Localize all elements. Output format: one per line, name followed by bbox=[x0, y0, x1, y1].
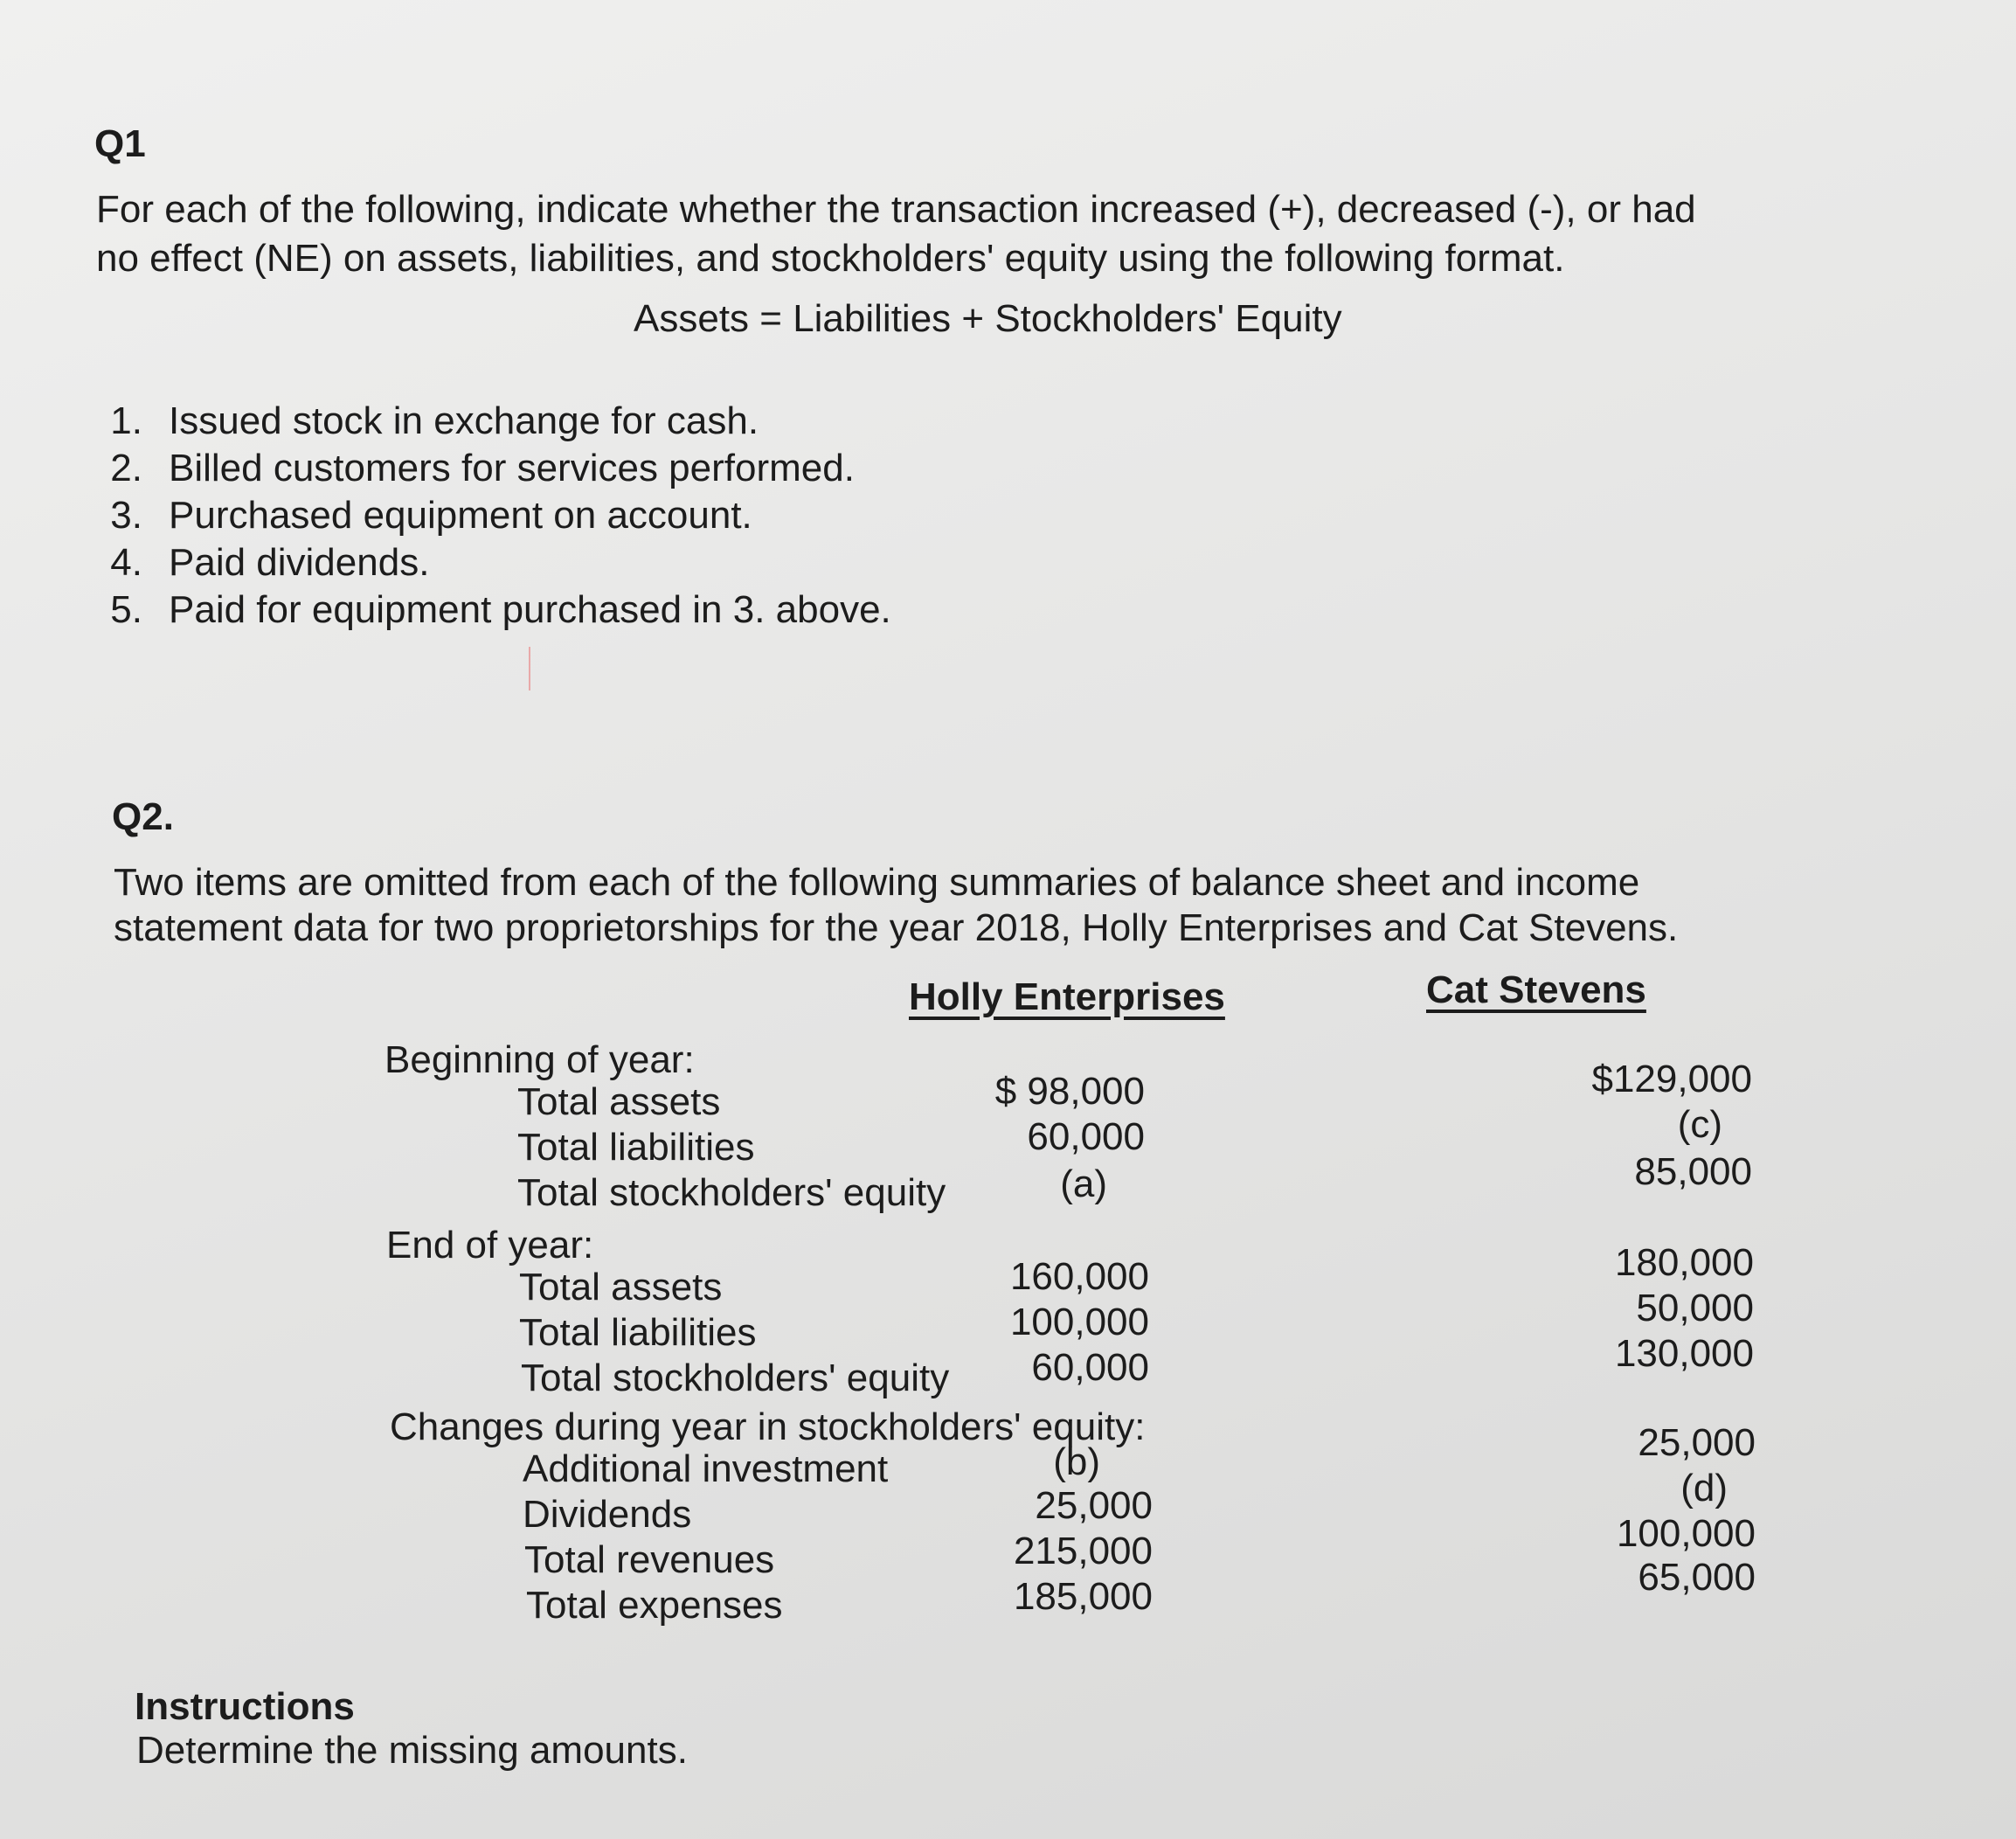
section-changes-during-year: Changes during year in stockholders' equity: bbox=[390, 1405, 1146, 1448]
cell-holly-begin-liabilities: 60,000 bbox=[1027, 1115, 1145, 1158]
cell-cat-begin-equity: 85,000 bbox=[1634, 1150, 1752, 1193]
cell-holly-begin-assets: $ 98,000 bbox=[994, 1070, 1145, 1113]
cell-cat-additional-investment: 25,000 bbox=[1638, 1421, 1756, 1464]
instructions-text: Determine the missing amounts. bbox=[136, 1729, 688, 1772]
cell-cat-end-equity: 130,000 bbox=[1614, 1332, 1754, 1375]
cell-cat-total-revenues: 100,000 bbox=[1616, 1512, 1756, 1555]
list-item-text: Paid for equipment purchased in 3. above. bbox=[169, 588, 891, 631]
list-item-text: Purchased equipment on account. bbox=[169, 494, 752, 537]
row-label-total-revenues: Total revenues bbox=[524, 1538, 775, 1581]
cell-holly-total-revenues: 215,000 bbox=[1013, 1530, 1153, 1572]
list-item-number: 5. bbox=[110, 588, 142, 631]
row-label-additional-investment: Additional investment bbox=[523, 1447, 889, 1490]
cell-cat-dividends: (d) bbox=[1680, 1467, 1728, 1509]
cell-cat-end-liabilities: 50,000 bbox=[1636, 1287, 1754, 1329]
row-label-begin-assets: Total assets bbox=[517, 1080, 721, 1123]
section-end-of-year: End of year: bbox=[386, 1224, 594, 1266]
cell-holly-dividends: 25,000 bbox=[1035, 1484, 1153, 1527]
section-beginning-of-year: Beginning of year: bbox=[384, 1038, 695, 1081]
list-item-text: Issued stock in exchange for cash. bbox=[169, 399, 759, 442]
row-label-dividends: Dividends bbox=[523, 1493, 692, 1536]
accounting-equation: Assets = Liabilities + Stockholders' Equity bbox=[634, 297, 1342, 340]
cell-holly-end-assets: 160,000 bbox=[1009, 1255, 1149, 1298]
row-label-end-assets: Total assets bbox=[519, 1266, 723, 1308]
cell-cat-begin-assets: $129,000 bbox=[1591, 1058, 1752, 1100]
row-label-begin-liabilities: Total liabilities bbox=[517, 1126, 755, 1169]
q1-heading: Q1 bbox=[94, 122, 146, 165]
cell-cat-total-expenses: 65,000 bbox=[1638, 1556, 1756, 1599]
row-label-total-expenses: Total expenses bbox=[526, 1584, 783, 1627]
q1-intro-line1: For each of the following, indicate whether the transaction increased (+), decreased (-), or had bbox=[96, 188, 1696, 231]
row-label-end-liabilities: Total liabilities bbox=[519, 1311, 757, 1354]
cell-holly-total-expenses: 185,000 bbox=[1013, 1575, 1153, 1618]
q2-intro-line1: Two items are omitted from each of the following summaries of balance sheet and income bbox=[114, 861, 1640, 904]
cell-cat-end-assets: 180,000 bbox=[1614, 1241, 1754, 1284]
row-label-begin-equity: Total stockholders' equity bbox=[517, 1171, 946, 1214]
q2-intro-line2: statement data for two proprietorships for the year 2018, Holly Enterprises and Cat Stevens. bbox=[114, 906, 1679, 949]
cell-holly-end-liabilities: 100,000 bbox=[1009, 1301, 1149, 1343]
column-header-holly: Holly Enterprises bbox=[909, 975, 1225, 1018]
q2-heading: Q2. bbox=[112, 795, 174, 838]
list-item-number: 2. bbox=[110, 447, 142, 489]
column-header-cat: Cat Stevens bbox=[1426, 968, 1646, 1011]
list-item-number: 3. bbox=[110, 494, 142, 537]
q1-intro-line2: no effect (NE) on assets, liabilities, and stockholders' equity using the following format. bbox=[96, 237, 1565, 280]
list-item-text: Paid dividends. bbox=[169, 541, 430, 584]
cell-holly-additional-investment: (b) bbox=[1053, 1440, 1100, 1483]
list-item-number: 1. bbox=[110, 399, 142, 442]
cell-holly-end-equity: 60,000 bbox=[1031, 1346, 1149, 1389]
row-label-end-equity: Total stockholders' equity bbox=[521, 1357, 950, 1399]
cell-cat-begin-liabilities: (c) bbox=[1677, 1103, 1722, 1146]
list-item-text: Billed customers for services performed. bbox=[169, 447, 855, 489]
instructions-heading: Instructions bbox=[135, 1685, 355, 1728]
text-cursor-mark bbox=[529, 647, 530, 690]
cell-holly-begin-equity: (a) bbox=[1060, 1162, 1107, 1205]
list-item-number: 4. bbox=[110, 541, 142, 584]
